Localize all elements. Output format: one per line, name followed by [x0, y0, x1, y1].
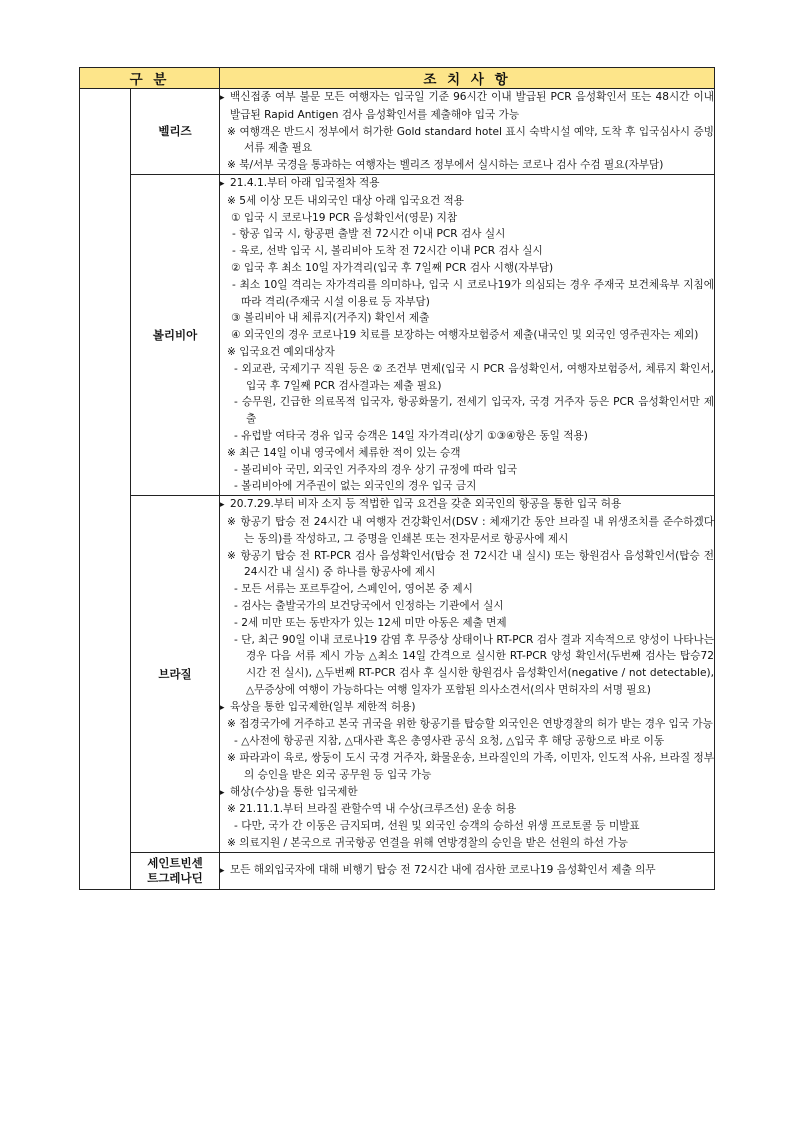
numbered-item: ② 입국 후 최소 10일 자가격리(입국 후 7일째 PCR 검사 시행(자부담)	[231, 261, 554, 274]
dash-item: - 유럽발 여타국 경유 입국 승객은 14일 자가격리(상기 ①③④항은 동일 적용)	[234, 429, 588, 442]
bullet-item: ▸ 20.7.29.부터 비자 소지 등 적법한 입국 요건을 갖춘 외국인의 항공을 통한 입국 허용	[220, 496, 714, 514]
note-item: ※ 항공기 탑승 전 24시간 내 여행자 건강확인서(DSV : 체재기간 동안 브라질 내 위생조치를 준수하겠다는 동의)를 작성하고, 그 증명을 인쇄본 또는 전자문서로 항공사에 제시	[227, 515, 714, 545]
bullet-item: ▸ 백신접종 여부 불문 모든 여행자는 입국일 기준 96시간 이내 발급된 PCR 음성확인서 또는 48시간 이내 발급된 Rapid Antigen 검사 음성확인서를 제출해야 입국 가능	[220, 89, 714, 124]
dash-item: - 외교관, 국제기구 직원 등은 ② 조건부 면제(입국 시 PCR 음성확인서, 여행자보험증서, 체류지 확인서, 입국 후 7일째 PCR 검사결과는 제출 필요)	[234, 362, 714, 392]
note-item: ※ 의료지원 / 본국으로 귀국항공 연결을 위해 연방경찰의 승인을 받은 선원의 하선 가능	[227, 837, 628, 850]
dash-item: - 검사는 출발국가의 보건당국에서 인정하는 기관에서 실시	[234, 599, 504, 612]
dash-item: - 승무원, 긴급한 의료목적 입국자, 항공화물기, 전세기 입국자, 국경 거주자 등은 PCR 음성확인서만 제출	[234, 396, 714, 426]
row-belize	[80, 89, 715, 175]
dash-item: - 2세 미만 또는 동반자가 있는 12세 미만 아동은 제출 면제	[234, 616, 507, 629]
bullet-item: ▸ 모든 해외입국자에 대해 비행기 탑승 전 72시간 내에 검사한 코로나19 음성확인서 제출 의무	[220, 862, 714, 880]
note-item: ※ 여행객은 반드시 정부에서 허가한 Gold standard hotel 표시 숙박시설 예약, 도착 후 입국심사시 증빙서류 제출 필요	[227, 125, 714, 155]
dash-item: - △사전에 항공권 지참, △대사관 혹은 총영사관 공식 요청, △입국 후 해당 공항으로 바로 이동	[234, 735, 665, 748]
header-row	[80, 68, 715, 89]
row-brazil	[80, 496, 715, 853]
bullet-item: ▸ 육상을 통한 입국제한(일부 제한적 허용)	[220, 699, 714, 717]
dash-item: - 최소 10일 격리는 자가격리를 의미하나, 입국 시 코로나19가 의심되는 경우 주재국 보건체육부 지침에 따라 격리(주재국 시설 이용료 등 자부담)	[232, 278, 714, 308]
dash-item: - 육로, 선박 입국 시, 볼리비아 도착 전 72시간 이내 PCR 검사 실시	[232, 245, 543, 258]
row-bolivia	[80, 174, 715, 495]
country-saint-vincent-label: 세인트빈센트그레나딘	[147, 855, 203, 885]
dash-item: - 다만, 국가 간 이동은 금지되며, 선원 및 외국인 승객의 승하선 위생 프로토콜 등 미발표	[234, 820, 640, 833]
bullet-item: ▸ 해상(수상)을 통한 입국제한	[220, 784, 714, 802]
measures-bolivia	[220, 174, 715, 495]
dash-item: - 모든 서류는 포르투갈어, 스페인어, 영어본 중 제시	[234, 583, 473, 596]
country-bolivia: 볼리비아	[131, 174, 220, 495]
numbered-item: ③ 볼리비아 내 체류지(거주지) 확인서 제출	[231, 312, 430, 325]
note-item: ※ 파라과이 육로, 쌍둥이 도시 국경 거주자, 화물운송, 브라질인의 가족, 이민자, 인도적 사유, 브라질 정부의 승인을 받은 외국 공무원 등 입국 가능	[227, 752, 714, 781]
header-measures: 조 치 사 항	[220, 68, 715, 89]
note-item: ※ 5세 이상 모든 내외국인 대상 아래 입국요건 적용	[227, 194, 465, 207]
measures-saint-vincent	[220, 852, 715, 889]
dash-item: - 볼리비아에 거주권이 없는 외국인의 경우 입국 금지	[234, 480, 477, 493]
note-item: ※ 접경국가에 거주하고 본국 귀국을 위한 항공기를 탑승할 외국인은 연방경찰의 허가 받는 경우 입국 가능	[227, 718, 713, 731]
measures-table	[79, 67, 715, 890]
note-item: ※ 북/서부 국경을 통과하는 여행자는 벨리즈 정부에서 실시하는 코로나 검사 수검 필요(자부담)	[227, 159, 664, 172]
numbered-item: ④ 외국인의 경우 코로나19 치료를 보장하는 여행자보험증서 제출(내국인 및 외국인 영주권자는 제외)	[231, 329, 699, 342]
note-item: ※ 21.11.1.부터 브라질 관할수역 내 수상(크루즈선) 운송 허용	[227, 803, 517, 816]
row-svg	[80, 852, 715, 889]
measures-belize	[220, 89, 715, 175]
dash-item: - 볼리비아 국민, 외국인 거주자의 경우 상기 규정에 따라 입국	[234, 463, 518, 476]
country-brazil: 브라질	[131, 496, 220, 853]
note-item: ※ 최근 14일 이내 영국에서 체류한 적이 있는 승객	[227, 446, 461, 459]
country-belize: 벨리즈	[131, 89, 220, 175]
measures-brazil	[220, 496, 715, 853]
dash-item: - 단, 최근 90일 이내 코로나19 감염 후 무증상 상태이나 RT-PCR 검사 결과 지속적으로 양성이 나타나는 경우 다음 서류 제시 가능 △최소 14일 간격으로 실시한 RT-PCR 양성 확인서(두번째 검사는 탑승72시간 전 실시), △두번째 RT-PCR 검사 후 실시한 항원검사 음성확인서(negative / not detectable), △무증상에 여행이 가능하다는 여행 일자가 포함된 의사소견서(의사 면허자의 서명 필요)	[234, 633, 714, 696]
region-cell	[80, 89, 131, 890]
bullet-item: ▸ 21.4.1.부터 아래 입국절차 적용	[220, 175, 714, 193]
header-category: 구 분	[80, 68, 220, 89]
note-item: ※ 항공기 탑승 전 RT-PCR 검사 음성확인서(탑승 전 72시간 내 실시) 또는 항원검사 음성확인서(탑승 전 24시간 내 실시) 중 하나를 항공사에 제시	[227, 549, 714, 579]
note-item: ※ 입국요건 예외대상자	[227, 345, 335, 358]
country-saint-vincent	[131, 852, 220, 889]
numbered-item: ① 입국 시 코로나19 PCR 음성확인서(영문) 지참	[231, 211, 458, 224]
dash-item: - 항공 입국 시, 항공편 출발 전 72시간 이내 PCR 검사 실시	[232, 228, 506, 241]
